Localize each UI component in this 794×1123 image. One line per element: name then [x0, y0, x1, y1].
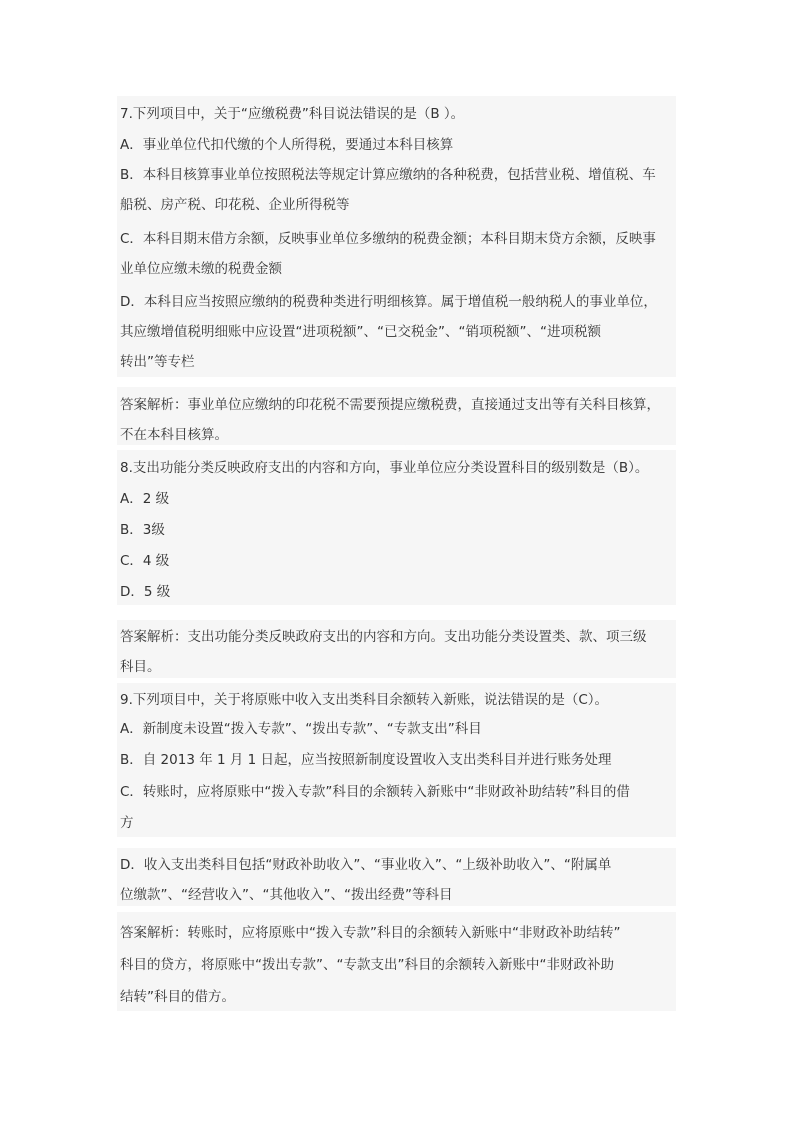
- question-7-option-a: A．事业单位代扣代缴的个人所得税，要通过本科目核算: [120, 137, 454, 153]
- question-9-option-c: C．转账时，应将原账中“拨入专款”科目的余额转入新账中“非财政补助结转”科目的借: [120, 784, 630, 800]
- question-8-option-d: D．5 级: [120, 584, 171, 600]
- question-9-option-c-cont: 方: [120, 815, 134, 831]
- question-9-analysis-cont: 科目的贷方，将原账中“拨出专款”、“专款支出”科目的余额转入新账中“非财政补助: [120, 957, 614, 973]
- question-9-option-d: D．收入支出类科目包括“财政补助收入”、“事业收入”、“上级补助收入”、“附属单: [120, 857, 612, 873]
- question-7-analysis-cont: 不在本科目核算。: [120, 427, 228, 443]
- question-8-option-a: A．2 级: [120, 491, 170, 507]
- question-9-option-d-cont: 位缴款”、“经营收入”、“其他收入”、“拨出经费”等科目: [120, 887, 453, 903]
- question-9-option-a: A．新制度未设置“拨入专款”、“拨出专款”、“专款支出”科目: [120, 721, 482, 737]
- question-7-option-b: B．本科目核算事业单位按照税法等规定计算应缴纳的各种税费，包括营业税、增值税、车: [120, 167, 656, 183]
- question-8-analysis: 答案解析：支出功能分类反映政府支出的内容和方向。支出功能分类设置类、款、项三级: [120, 629, 647, 645]
- question-9-option-b: B．自 2013 年 1 月 1 日起，应当按照新制度设置收入支出类科目并进行账务处理: [120, 752, 612, 768]
- question-9-analysis-cont2: 结转”科目的借方。: [120, 989, 235, 1005]
- question-7-option-b-cont: 船税、房产税、印花税、企业所得税等: [120, 197, 350, 213]
- question-7-option-d: D．本科目应当按照应缴纳的税费种类进行明细核算。属于增值税一般纳税人的事业单位，: [120, 294, 657, 310]
- question-8-analysis-cont: 科目。: [120, 659, 161, 675]
- question-7-option-c: C．本科目期末借方余额，反映事业单位多缴纳的税费金额；本科目期末贷方余额，反映事: [120, 231, 656, 247]
- question-8-stem: 8.支出功能分类反映政府支出的内容和方向，事业单位应分类设置科目的级别数是（B）。: [120, 460, 649, 476]
- question-7-option-d-cont2: 转出”等专栏: [120, 354, 195, 370]
- question-9-analysis: 答案解析：转账时，应将原账中“拨入专款”科目的余额转入新账中“非财政补助结转”: [120, 925, 621, 941]
- question-8-option-c: C．4 级: [120, 553, 170, 569]
- question-7-stem: 7.下列项目中，关于“应缴税费”科目说法错误的是（B ）。: [120, 106, 465, 122]
- question-8-option-b: B．3级: [120, 522, 165, 538]
- question-7-option-c-cont: 业单位应缴未缴的税费金额: [120, 261, 282, 277]
- question-9-stem: 9.下列项目中，关于将原账中收入支出类科目余额转入新账，说法错误的是（C）。: [120, 692, 609, 708]
- question-7-analysis: 答案解析：事业单位应缴纳的印花税不需要预提应缴税费，直接通过支出等有关科目核算，: [120, 397, 660, 413]
- question-7-option-d-cont: 其应缴增值税明细账中应设置“进项税额”、“已交税金”、“销项税额”、“进项税额: [120, 324, 601, 340]
